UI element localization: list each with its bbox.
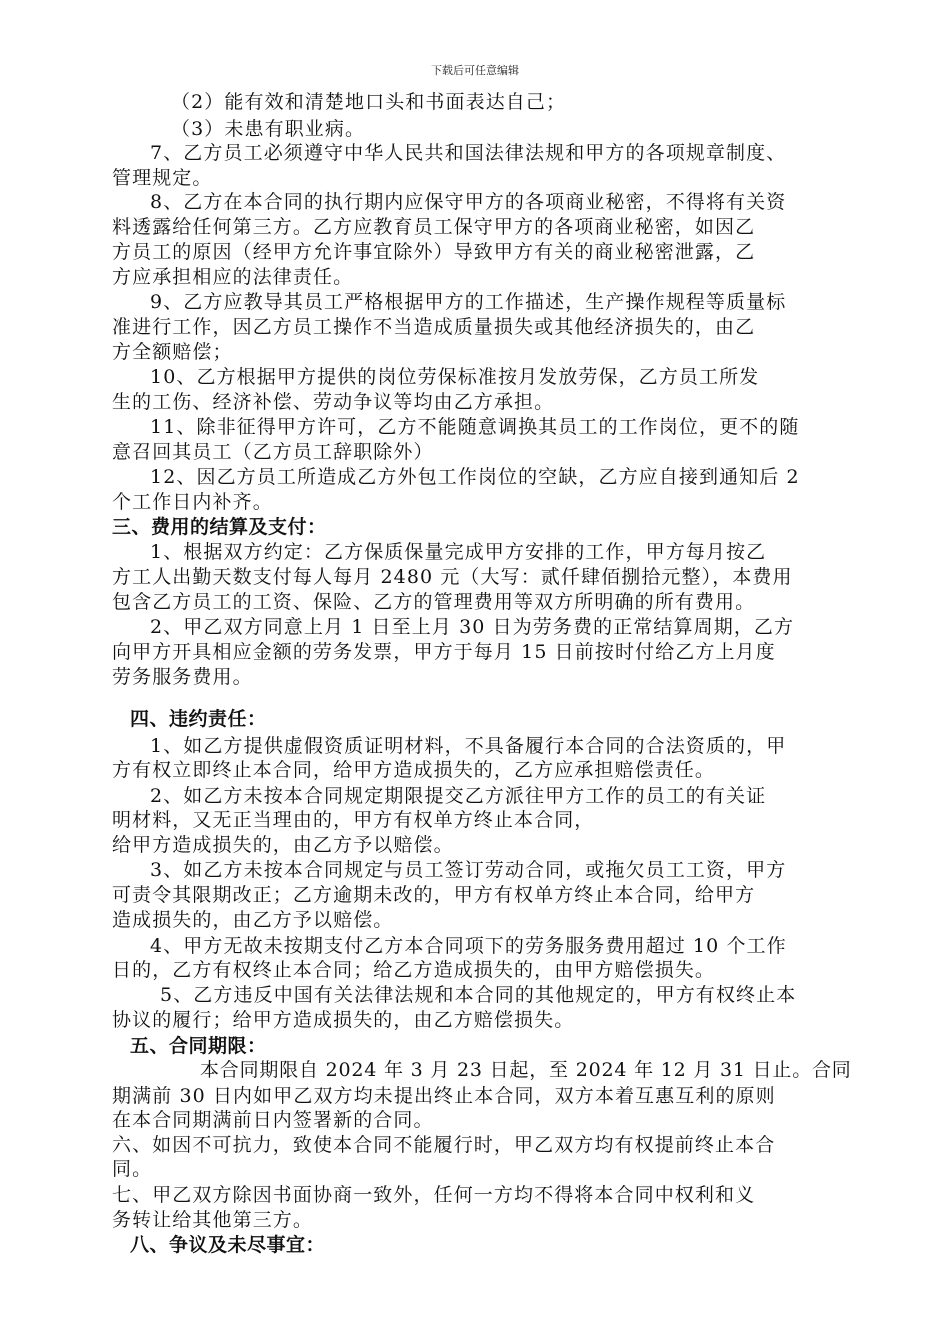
text-line: 方全额赔偿； bbox=[112, 341, 233, 363]
text-line: 3、如乙方未按本合同规定与员工签订劳动合同，或拖欠员工工资，甲方 bbox=[150, 859, 787, 881]
text-line: 期满前 30 日内如甲乙双方均未提出终止本合同，双方本着互惠互利的原则 bbox=[112, 1085, 776, 1107]
text-line: 六、如因不可抗力，致使本合同不能履行时，甲乙双方均有权提前终止本合 bbox=[112, 1134, 776, 1156]
text-line: （3）未患有职业病。 bbox=[171, 118, 366, 140]
text-line: 9、乙方应教导其员工严格根据甲方的工作描述，生产操作规程等质量标 bbox=[150, 291, 787, 313]
text-line: 向甲方开具相应金额的劳务发票，甲方于每月 15 日前按时付给乙方上月度 bbox=[112, 641, 776, 663]
text-line: 2、甲乙双方同意上月 1 日至上月 30 日为劳务费的正常结算周期，乙方 bbox=[150, 616, 795, 638]
text-line: 给甲方造成损失的，由乙方予以赔偿。 bbox=[112, 834, 454, 856]
text-line: 本合同期限自 2024 年 3 月 23 日起，至 2024 年 12 月 31 日止。合同 bbox=[200, 1059, 852, 1081]
text-line: 5、乙方违反中国有关法律法规和本合同的其他规定的，甲方有权终止本 bbox=[160, 984, 797, 1006]
header-note: 下载后可任意编辑 bbox=[431, 64, 519, 77]
text-line: 意召回其员工（乙方员工辞职除外） bbox=[112, 441, 434, 463]
text-line: 4、甲方无故未按期支付乙方本合同项下的劳务服务费用超过 10 个工作 bbox=[150, 935, 787, 957]
text-line: 12、因乙方员工所造成乙方外包工作岗位的空缺，乙方应自接到通知后 2 bbox=[150, 466, 800, 488]
text-line: 个工作日内补齐。 bbox=[112, 491, 273, 513]
text-line: 7、乙方员工必须遵守中华人民共和国法律法规和甲方的各项规章制度、 bbox=[150, 142, 787, 164]
text-line: 同。 bbox=[112, 1158, 153, 1180]
text-line: 方工人出勤天数支付每人每月 2480 元（大写：贰仟肆佰捌拾元整），本费用 bbox=[112, 566, 793, 588]
text-line: 方员工的原因（经甲方允许事宜除外）导致甲方有关的商业秘密泄露，乙 bbox=[112, 241, 756, 263]
text-line: 8、乙方在本合同的执行期内应保守甲方的各项商业秘密，不得将有关资 bbox=[150, 191, 787, 213]
text-line: 明材料，又无正当理由的，甲方有权单方终止本合同， bbox=[112, 809, 595, 831]
text-line: 11、除非征得甲方许可，乙方不能随意调换其员工的工作岗位，更不的随 bbox=[150, 416, 800, 438]
text-line: 务转让给其他第三方。 bbox=[112, 1209, 314, 1231]
text-line: 2、如乙方未按本合同规定期限提交乙方派往甲方工作的员工的有关证 bbox=[150, 785, 767, 807]
text-line: 方有权立即终止本合同，给甲方造成损失的，乙方应承担赔偿责任。 bbox=[112, 759, 716, 781]
text-line: 协议的履行；给甲方造成损失的，由乙方赔偿损失。 bbox=[112, 1009, 575, 1031]
text-line: 七、甲乙双方除因书面协商一致外，任何一方均不得将本合同中权利和义 bbox=[112, 1184, 756, 1206]
text-line: 准进行工作，因乙方员工操作不当造成质量损失或其他经济损失的，由乙 bbox=[112, 316, 756, 338]
text-line: 造成损失的，由乙方予以赔偿。 bbox=[112, 909, 394, 931]
text-line: （2）能有效和清楚地口头和书面表达自己； bbox=[171, 91, 567, 113]
section-heading-fees: 三、费用的结算及支付： bbox=[112, 516, 327, 538]
section-heading-liability: 四、违约责任： bbox=[130, 708, 267, 730]
text-line: 生的工伤、经济补偿、劳动争议等均由乙方承担。 bbox=[112, 391, 555, 413]
text-line: 日的，乙方有权终止本合同；给乙方造成损失的，由甲方赔偿损失。 bbox=[112, 959, 716, 981]
text-line: 料透露给任何第三方。乙方应教育员工保守甲方的各项商业秘密，如因乙 bbox=[112, 216, 756, 238]
text-line: 10、乙方根据甲方提供的岗位劳保标准按月发放劳保，乙方员工所发 bbox=[150, 366, 760, 388]
text-line: 方应承担相应的法律责任。 bbox=[112, 266, 354, 288]
text-line: 可责令其限期改正；乙方逾期未改的，甲方有权单方终止本合同，给甲方 bbox=[112, 884, 756, 906]
text-line: 1、如乙方提供虚假资质证明材料，不具备履行本合同的合法资质的，甲 bbox=[150, 735, 787, 757]
text-line: 1、根据双方约定：乙方保质保量完成甲方安排的工作，甲方每月按乙 bbox=[150, 541, 767, 563]
text-line: 在本合同期满前日内签署新的合同。 bbox=[112, 1109, 434, 1131]
section-heading-disputes: 八、争议及未尽事宜： bbox=[130, 1234, 326, 1256]
text-line: 管理规定。 bbox=[112, 167, 213, 189]
section-heading-term: 五、合同期限： bbox=[130, 1035, 267, 1057]
text-line: 包含乙方员工的工资、保险、乙方的管理费用等双方所明确的所有费用。 bbox=[112, 591, 756, 613]
text-line: 劳务服务费用。 bbox=[112, 666, 253, 688]
